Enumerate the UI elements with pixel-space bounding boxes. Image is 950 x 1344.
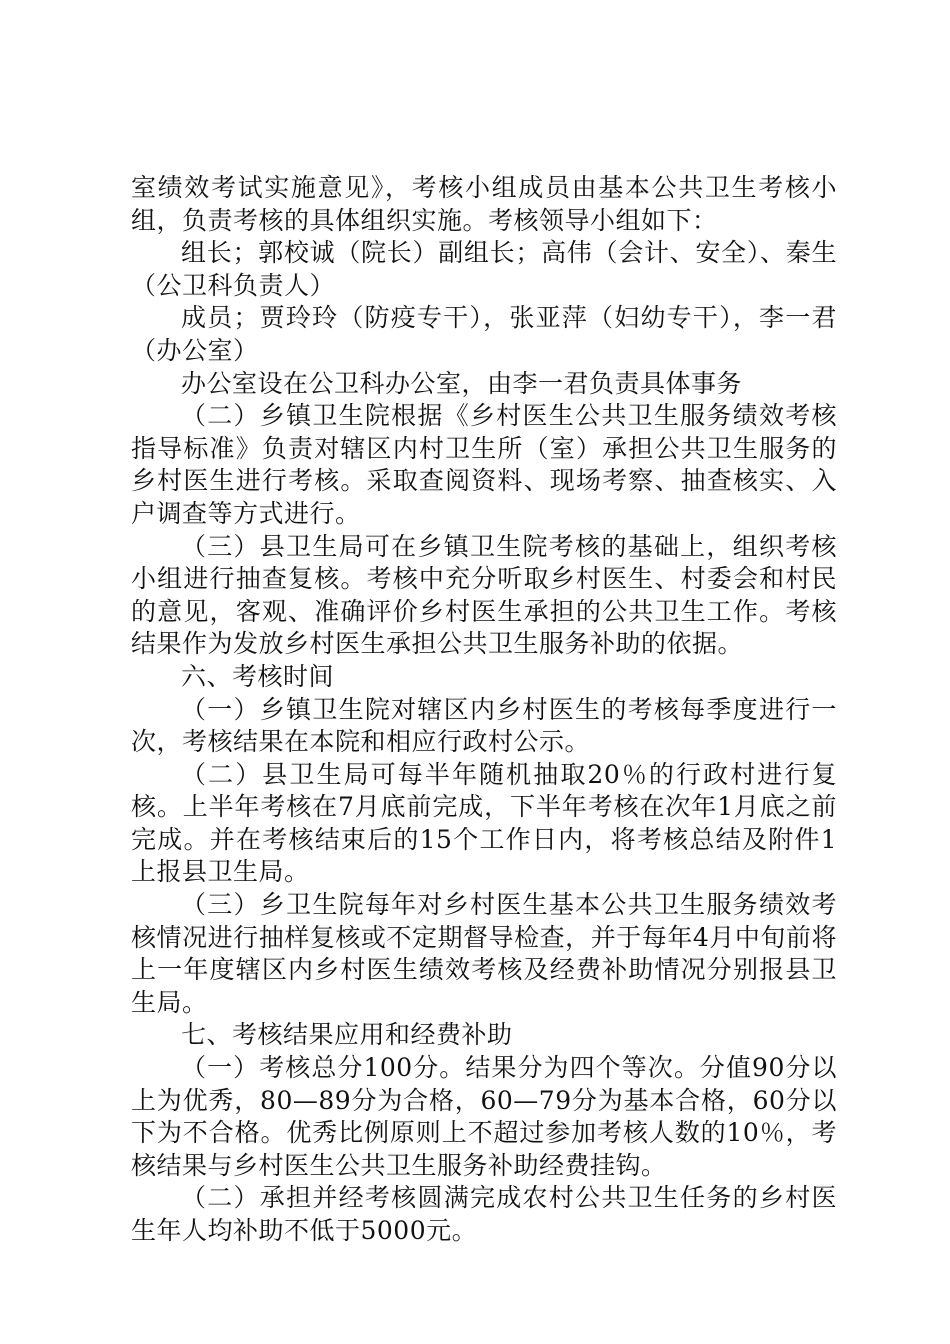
paragraph-office: 办公室设在公卫科办公室，由李一君负责具体事务	[181, 368, 743, 398]
paragraph-7-item-1: （一）考核总分100分。结果分为四个等次。分值90分以上为优秀，80—89分为合格，60—79分为基本合格，60分以下为不合格。优秀比例原则上不超过参加考核人数的10％，考核结果与乡村医生公共卫生服务补助经费挂钩。	[131, 1053, 837, 1180]
paragraph-item-2: （二）乡镇卫生院根据《乡村医生公共卫生服务绩效考核指导标准》负责对辖区内村卫生所（室）承担公共卫生服务的乡村医生进行考核。采取查阅资料、现场考察、抽查核实、入户调查等方式进行。	[131, 401, 837, 528]
section-heading-7: 七、考核结果应用和经费补助	[181, 1020, 513, 1050]
paragraph-6-item-1: （一）乡镇卫生院对辖区内乡村医生的考核每季度进行一次，考核结果在本院和相应行政村公示。	[131, 694, 837, 757]
paragraph-continuation: 室绩效考试实施意见》，考核小组成员由基本公共卫生考核小组，负责考核的具体组织实施。考核领导小组如下：	[131, 173, 837, 235]
paragraph-6-item-3: （三）乡卫生院每年对乡村医生基本公共卫生服务绩效考核情况进行抽样复核或不定期督导检查，并于每年4月中旬前将上一年度辖区内乡村医生绩效考核及经费补助情况分别报县卫生局。	[131, 890, 837, 1017]
paragraph-leader-group: 组长；郭校诚（院长）副组长；高伟（会计、安全）、秦生（公卫科负责人）	[131, 238, 837, 300]
document-body	[131, 172, 837, 1248]
paragraph-item-3: （三）县卫生局可在乡镇卫生院考核的基础上，组织考核小组进行抽查复核。考核中充分听取乡村医生、村委会和村民的意见，客观、准确评价乡村医生承担的公共卫生工作。考核结果作为发放乡村医生承担公共卫生服务补助的依据。	[131, 531, 837, 659]
paragraph-6-item-2: （二）县卫生局可每半年随机抽取20％的行政村进行复核。上半年考核在7月底前完成，下半年考核在次年1月底之前完成。并在考核结束后的15个工作日内，将考核总结及附件1上报县卫生局。	[131, 759, 837, 887]
paragraph-7-item-2: （二）承担并经考核圆满完成农村公共卫生任务的乡村医生年人均补助不低于5000元。	[131, 1183, 837, 1245]
section-heading-6: 六、考核时间	[181, 661, 335, 691]
paragraph-members: 成员；贾玲玲（防疫专干），张亚萍（妇幼专干），李一君（办公室）	[131, 303, 837, 365]
